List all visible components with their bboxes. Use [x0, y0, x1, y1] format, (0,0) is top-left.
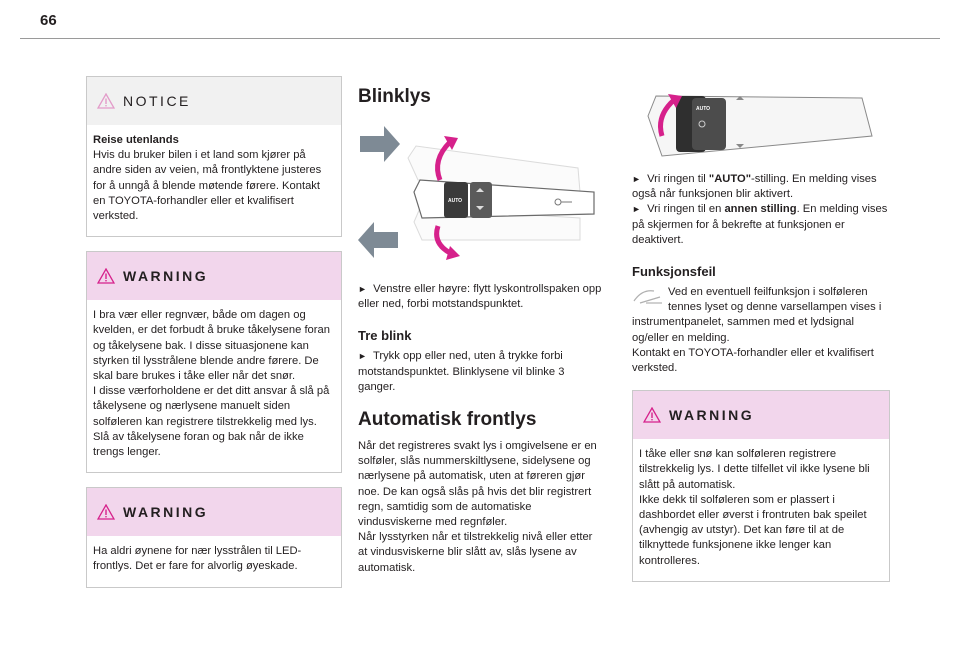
- warning-body-led: [87, 536, 341, 586]
- page-number: 66: [40, 12, 57, 29]
- warning-body-sensor: [633, 439, 889, 581]
- notice-triangle-icon: [97, 93, 115, 109]
- warning-sensor-text-2: Ikke dekk til solføleren som er plassert i dashbordet eller øverst i frontruten bak speilet (avhengig av utstyr). Det kan føre til at de tilknyttede funksjonene ikke lenger kan kontrolleres.: [639, 493, 867, 567]
- heading-automatisk-frontlys: Automatisk frontlys: [358, 409, 537, 431]
- warning-triangle-icon: [643, 407, 661, 423]
- svg-text:AUTO: AUTO: [696, 106, 711, 112]
- left-arrow-icon: [358, 222, 398, 258]
- warning-triangle-icon: [97, 268, 115, 284]
- ring-instruction-other: ► Vri ringen til en annen stilling. En melding vises på skjermen for å bekrefte at funksjonen er deaktivert.: [632, 203, 888, 246]
- heading-blinklys: Blinklys: [358, 86, 431, 107]
- warning-box-fog: [86, 251, 342, 473]
- warning-fog-text-3: Slå av tåkelysene foran og bak når de ikke trengs lenger.: [93, 430, 304, 459]
- automatisk-text-1: Når det registreres svakt lys i omgivelsene er en solføler, slås nummerskiltlysene, sidelysene og nærlysene på automatisk, uten at føreren gjør noe. De kan også slås på hvis det blir registrert regn, samtidig som de automatiske vindusviskerne med regnføler.: [358, 440, 597, 529]
- ring-instruction-auto: ► Vri ringen til "AUTO"-stilling. En melding vises også når funksjonen blir aktivert.: [632, 173, 877, 201]
- blinklys-instruction: ► Venstre eller høyre: flytt lyskontrollspaken opp eller ned, forbi motstandspunktet.: [358, 283, 602, 311]
- notice-title: NOTICE: [123, 93, 191, 109]
- auto-ring-stalk-image: [632, 86, 890, 164]
- turn-signal-stalk-image: [358, 122, 598, 272]
- warning-body-fog: [87, 300, 341, 472]
- column-left: [86, 76, 342, 602]
- notice-box: [86, 76, 342, 237]
- notice-text: Hvis du bruker bilen i et land som kjører på andre siden av veien, må frontlyktene justeres for å unngå å blende møtende førere. Kontakt en TOYOTA-forhandler eller et kvalifisert verksted.: [93, 149, 322, 223]
- notice-subtitle: Reise utenlands: [93, 134, 179, 146]
- warning-box-sensor: [632, 390, 890, 582]
- auto-ring-illustration: [632, 86, 890, 164]
- notice-body: [87, 125, 341, 236]
- auto-lighting-fault-icon: [632, 287, 664, 305]
- warning-fog-text-1: I bra vær eller regnvær, både om dagen og kvelden, er det forbudt å bruke tåkelysene foran og tåkelysene bak. I disse situasjonene kan styrken til lysstrålene blende andre førere. De skal bare brukes i tåke eller når det snør.: [93, 309, 330, 383]
- warning-header-led: [87, 488, 341, 536]
- warning-fog-text-2: I disse værforholdene er det ditt ansvar å slå på tåkelysene og nærlysene manuelt siden solføleren kan registrere tilstrekkelig med lys.: [93, 385, 330, 428]
- warning-title-sensor: WARNING: [669, 407, 755, 424]
- warning-led-text: Ha aldri øynene for nær lysstrålen til LED-frontlys. Det er fare for alvorlig øyeskade.: [93, 545, 302, 573]
- warning-sensor-text-1: I tåke eller snø kan solføleren registrere tilstrekkelig lys. I dette tilfellet vil ikke lysene bli slått på automatisk.: [639, 448, 870, 491]
- column-right: [632, 84, 890, 596]
- warning-triangle-icon: [97, 504, 115, 520]
- warning-box-led: [86, 487, 342, 587]
- heading-funksjonsfeil: Funksjonsfeil: [632, 264, 716, 280]
- turn-signal-illustration: [358, 122, 598, 272]
- warning-header-fog: [87, 252, 341, 300]
- column-middle: [358, 76, 602, 576]
- svg-text:AUTO: AUTO: [448, 198, 463, 204]
- automatisk-text-2: Når lysstyrken når et tilstrekkelig nivå eller etter at vindusviskerne blir slått av, slås lysene av automatisk.: [358, 531, 593, 574]
- right-arrow-icon: [360, 126, 400, 162]
- top-divider: [20, 38, 940, 39]
- warning-title-fog: WARNING: [123, 268, 209, 285]
- heading-tre-blink: Tre blink: [358, 328, 412, 344]
- funksjonsfeil-text-1: Ved en eventuell feilfunksjon i solføleren tennes lyset og denne varsellampen vises i instrumentpanelet, sammen med et lydsignal og/eller en melding.: [632, 286, 882, 344]
- funksjonsfeil-text-2: Kontakt en TOYOTA-forhandler eller et kvalifisert verksted.: [632, 346, 874, 375]
- warning-title-led: WARNING: [123, 504, 209, 521]
- tre-blink-instruction: ► Trykk opp eller ned, uten å trykke forbi motstandspunktet. Blinklysene vil blinke 3 ganger.: [358, 350, 565, 393]
- notice-header: [87, 77, 341, 125]
- warning-header-sensor: [633, 391, 889, 439]
